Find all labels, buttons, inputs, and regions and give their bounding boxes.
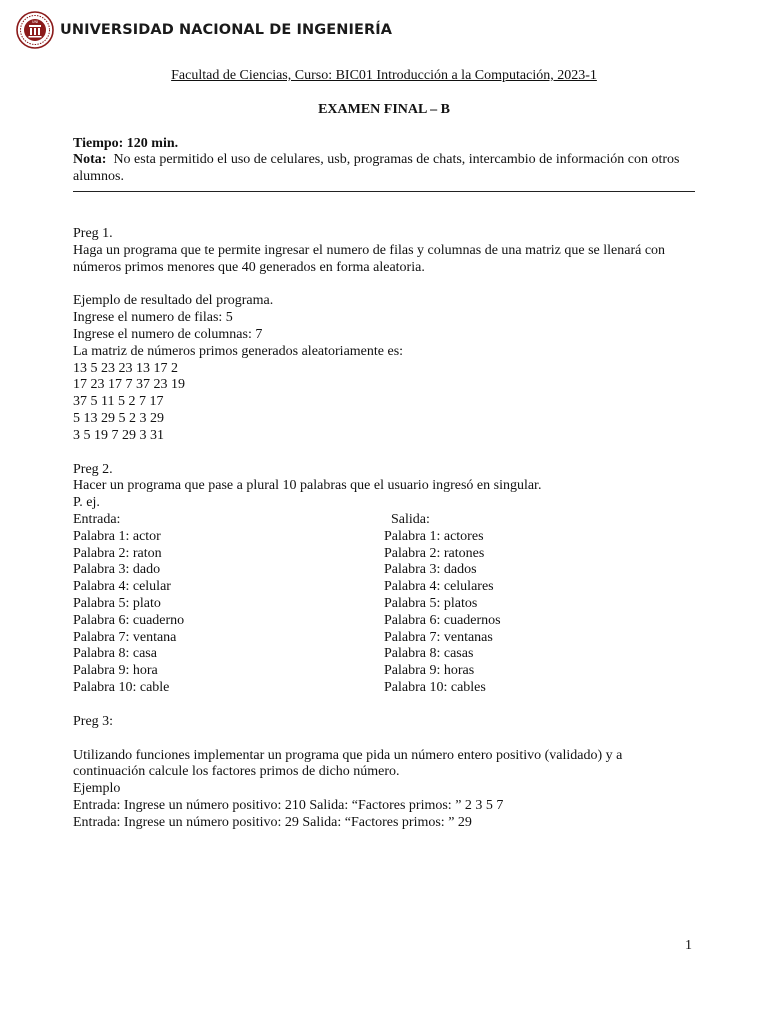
seal-lettering: UNI bbox=[31, 20, 39, 25]
output-word: Palabra 6: cuadernos bbox=[384, 612, 501, 628]
time-limit bbox=[73, 136, 695, 153]
output-word: Palabra 7: ventanas bbox=[384, 629, 493, 645]
input-word: Palabra 6: cuaderno bbox=[73, 612, 185, 628]
time-limit-text: Tiempo: 120 min. bbox=[73, 135, 179, 151]
output-word: Palabra 8: casas bbox=[384, 646, 474, 662]
input-word: Palabra 4: celular bbox=[73, 579, 171, 595]
output-word: Palabra 1: actores bbox=[384, 528, 484, 544]
question-2-example-table bbox=[73, 512, 695, 697]
input-word: Palabra 7: ventana bbox=[73, 629, 177, 645]
question-3 bbox=[73, 714, 695, 832]
question-2-statement: Hacer un programa que pase a plural 10 palabras que el usuario ingresó en singular. bbox=[73, 478, 542, 494]
input-column bbox=[73, 512, 384, 697]
output-word: Palabra 2: ratones bbox=[384, 545, 485, 561]
input-word: Palabra 3: dado bbox=[73, 562, 161, 578]
output-word: Palabra 5: platos bbox=[384, 595, 478, 611]
input-word: Palabra 10: cable bbox=[73, 679, 170, 695]
university-seal-icon bbox=[16, 11, 54, 49]
note-text: No esta permitido el uso de celulares, usb, programas de chats, intercambio de información con otros alumnos. bbox=[73, 152, 680, 185]
example-line: La matriz de números primos generados aleatoriamente es: bbox=[73, 343, 404, 359]
question-1 bbox=[73, 226, 695, 445]
university-header bbox=[16, 6, 392, 54]
question-3-heading: Preg 3: bbox=[73, 713, 114, 729]
matrix-row: 17 23 17 7 37 23 19 bbox=[73, 377, 185, 393]
output-word: Palabra 3: dados bbox=[384, 562, 477, 578]
output-word: Palabra 10: cables bbox=[384, 679, 486, 695]
input-word: Palabra 9: hora bbox=[73, 663, 158, 679]
output-word: Palabra 9: horas bbox=[384, 663, 475, 679]
input-header: Entrada: bbox=[73, 511, 121, 527]
question-2 bbox=[73, 462, 695, 697]
question-2-heading: Preg 2. bbox=[73, 461, 113, 477]
example-line: Ingrese el numero de columnas: 7 bbox=[73, 326, 263, 342]
matrix-row: 5 13 29 5 2 3 29 bbox=[73, 410, 164, 426]
question-1-example bbox=[73, 293, 695, 444]
output-word: Palabra 4: celulares bbox=[384, 579, 494, 595]
question-3-example: Entrada: Ingrese un número positivo: 29 Salida: “Factores primos: ” 29 bbox=[73, 814, 472, 830]
university-name: UNIVERSIDAD NACIONAL DE INGENIERÍA bbox=[60, 22, 393, 38]
matrix-row: 13 5 23 23 13 17 2 bbox=[73, 360, 178, 376]
matrix-row: 37 5 11 5 2 7 17 bbox=[73, 394, 164, 410]
exam-title: EXAMEN FINAL – B bbox=[318, 101, 450, 117]
example-line: Ingrese el numero de filas: 5 bbox=[73, 310, 233, 326]
note-label: Nota: bbox=[73, 152, 107, 168]
question-3-statement: Utilizando funciones implementar un programa que pida un número entero positivo (validado) y a continuación calcule los factores primos de dicho número. bbox=[73, 747, 623, 780]
input-word: Palabra 2: raton bbox=[73, 545, 162, 561]
question-2-example-label: P. ej. bbox=[73, 495, 100, 511]
page-number: 1 bbox=[685, 938, 692, 953]
question-3-example-label: Ejemplo bbox=[73, 781, 121, 797]
output-header: Salida: bbox=[384, 511, 430, 527]
question-1-statement: Haga un programa que te permite ingresar el numero de filas y columnas de una matriz que se llenará con números primos menores que 40 generados en forma aleatoria. bbox=[73, 242, 666, 275]
input-word: Palabra 5: plato bbox=[73, 595, 161, 611]
question-1-heading: Preg 1. bbox=[73, 225, 113, 241]
output-column bbox=[384, 512, 695, 697]
course-line: Facultad de Ciencias, Curso: BIC01 Introducción a la Computación, 2023-1 bbox=[171, 68, 597, 83]
input-word: Palabra 1: actor bbox=[73, 528, 161, 544]
exam-note bbox=[73, 152, 695, 186]
input-word: Palabra 8: casa bbox=[73, 646, 157, 662]
matrix-row: 3 5 19 7 29 3 31 bbox=[73, 427, 164, 443]
question-3-example: Entrada: Ingrese un número positivo: 210 Salida: “Factores primos: ” 2 3 5 7 bbox=[73, 797, 504, 813]
exam-document bbox=[73, 68, 695, 831]
example-line: Ejemplo de resultado del programa. bbox=[73, 293, 274, 309]
